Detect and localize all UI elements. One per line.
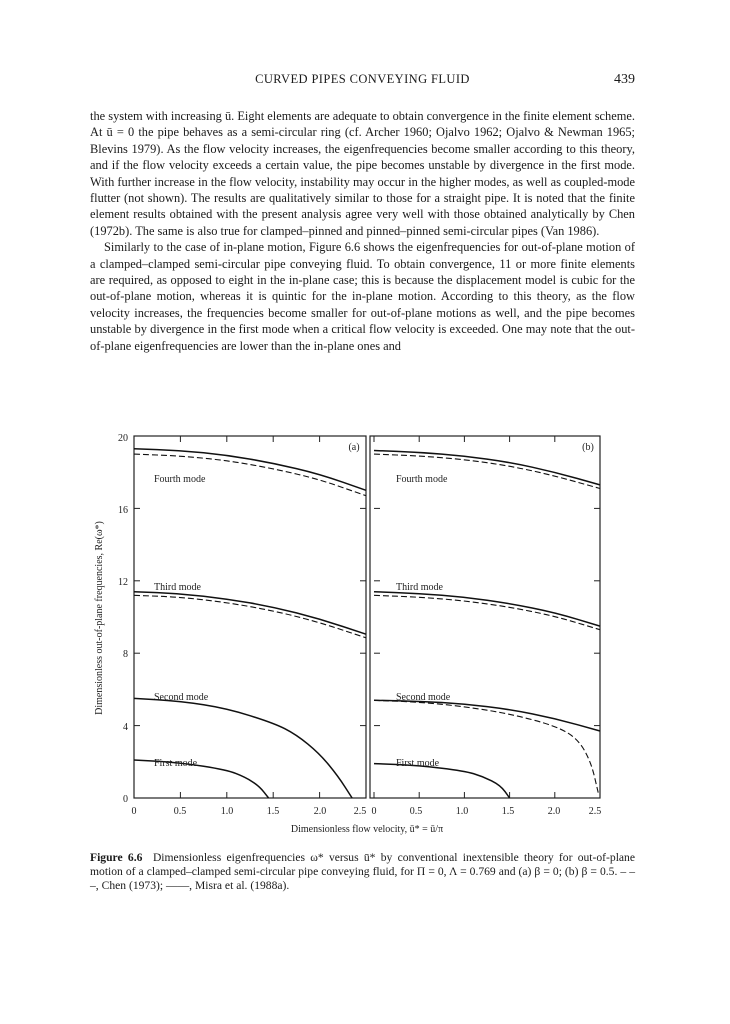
curve-third-mode-misra-et-al-1988a [374,592,600,626]
y-tick-label: 4 [123,722,128,733]
y-tick-label: 0 [123,794,128,805]
panel-a-frame [134,436,366,798]
tick-layer [134,436,600,798]
running-head [90,72,635,92]
x-tick-label-b: 0 [371,806,377,817]
x-axis-label: Dimensionless flow velocity, ū* = ū/π [290,824,444,835]
panel-a-tag: (a) [348,442,360,453]
body-text [90,108,635,354]
mode-label-first-a: First mode [154,758,198,769]
figure-caption [90,851,635,894]
curve-second-mode [134,698,352,798]
caption-text: Dimensionless eigenfrequencies ω* versus ū* by conventional inextensible theory for out-of-plane motion of a clamped–clamped semi-circular pipe conveying fluid, for Π = 0, Λ = 0.769 and (a) β = 0; (b) β = 0.5. – – –, Chen (1973); ——, Misra et al. (1988a). [90,851,635,893]
panel-b-tag: (b) [582,442,594,453]
x-tick-label-a: 1.5 [266,806,280,817]
curve-second-mode-misra-et-al-1988a [374,700,600,731]
curve-third-mode-misra-et-al-1988a [134,592,366,635]
x-tick-label-b: 1.0 [455,806,469,817]
mode-label-third-a: Third mode [154,582,201,593]
mode-label-fourth-a: Fourth mode [154,474,206,485]
panel-b-frame [370,436,600,798]
y-axis-label: Dimensionless out-of-plane frequencies, Re(ω*) [94,521,105,715]
x-tick-label-a: 0 [131,806,137,817]
paragraph: the system with increasing ū. Eight elements are adequate to obtain convergence in the finite element scheme. At ū = 0 the pipe behaves as a semi-circular ring (cf. Archer 1960; Ojalvo 1962; Ojalvo & Newman 1965; Blevins 1979). As the flow velocity increases, the eigenfrequencies become smaller according to this theory, and if the flow velocity exceeds a certain value, the pipe becomes unstable by divergence in the first mode. With further increase in the flow velocity, instability may occur in the higher modes, as well as coupled-mode flutter (not shown). The results are qualitatively similar to those for a straight pipe. It is noted that the finite element results obtained with the present analysis agree very well with those obtained analytically by Chen (1972b). The same is also true for clamped–pinned and pinned–pinned semi-circular pipes (Van 1986). [90,109,635,238]
y-tick-label: 16 [118,505,128,516]
curve-third-mode-chen-1973 [134,595,366,638]
x-tick-label-b: 2.0 [547,806,561,817]
caption-label: Figure 6.6 [90,851,143,864]
curve-layer [134,449,600,798]
x-tick-label-b: 0.5 [409,806,423,817]
x-tick-label-a: 2.5 [353,806,367,817]
x-tick-label-b: 1.5 [501,806,515,817]
running-title: CURVED PIPES CONVEYING FLUID [255,72,470,86]
y-tick-label: 8 [123,649,128,660]
figure-6-6 [88,428,648,840]
y-tick-label: 20 [118,433,128,444]
x-tick-label-a: 0.5 [173,806,187,817]
mode-label-second-a: Second mode [154,692,209,703]
mode-label-second-b: Second mode [396,692,451,703]
y-tick-label: 12 [118,577,128,588]
mode-label-fourth-b: Fourth mode [396,474,448,485]
x-tick-label-a: 1.0 [220,806,234,817]
paragraph: Similarly to the case of in-plane motion, Figure 6.6 shows the eigenfrequencies for out-of-plane motion of a clamped–clamped semi-circular pipe conveying fluid. To obtain convergence, 11 or more finite elements are required, as opposed to eight in the in-plane case; this is because the displacement model is cubic for the out-of-plane motion, whereas it is quintic for the in-plane motion. According to this theory, as the flow velocity increases, the frequencies become smaller for out-of-plane motions as well, and the pipe becomes unstable by divergence in the first mode when a critical flow velocity is exceeded. One may note that the out-of-plane eigenfrequencies are lower than the in-plane ones and [90,240,635,353]
page-number: 439 [614,72,635,87]
x-tick-label-a: 2.0 [313,806,327,817]
x-tick-label-b: 2.5 [588,806,602,817]
mode-label-third-b: Third mode [396,582,443,593]
curve-first-mode [374,764,510,798]
mode-label-first-b: First mode [396,758,440,769]
